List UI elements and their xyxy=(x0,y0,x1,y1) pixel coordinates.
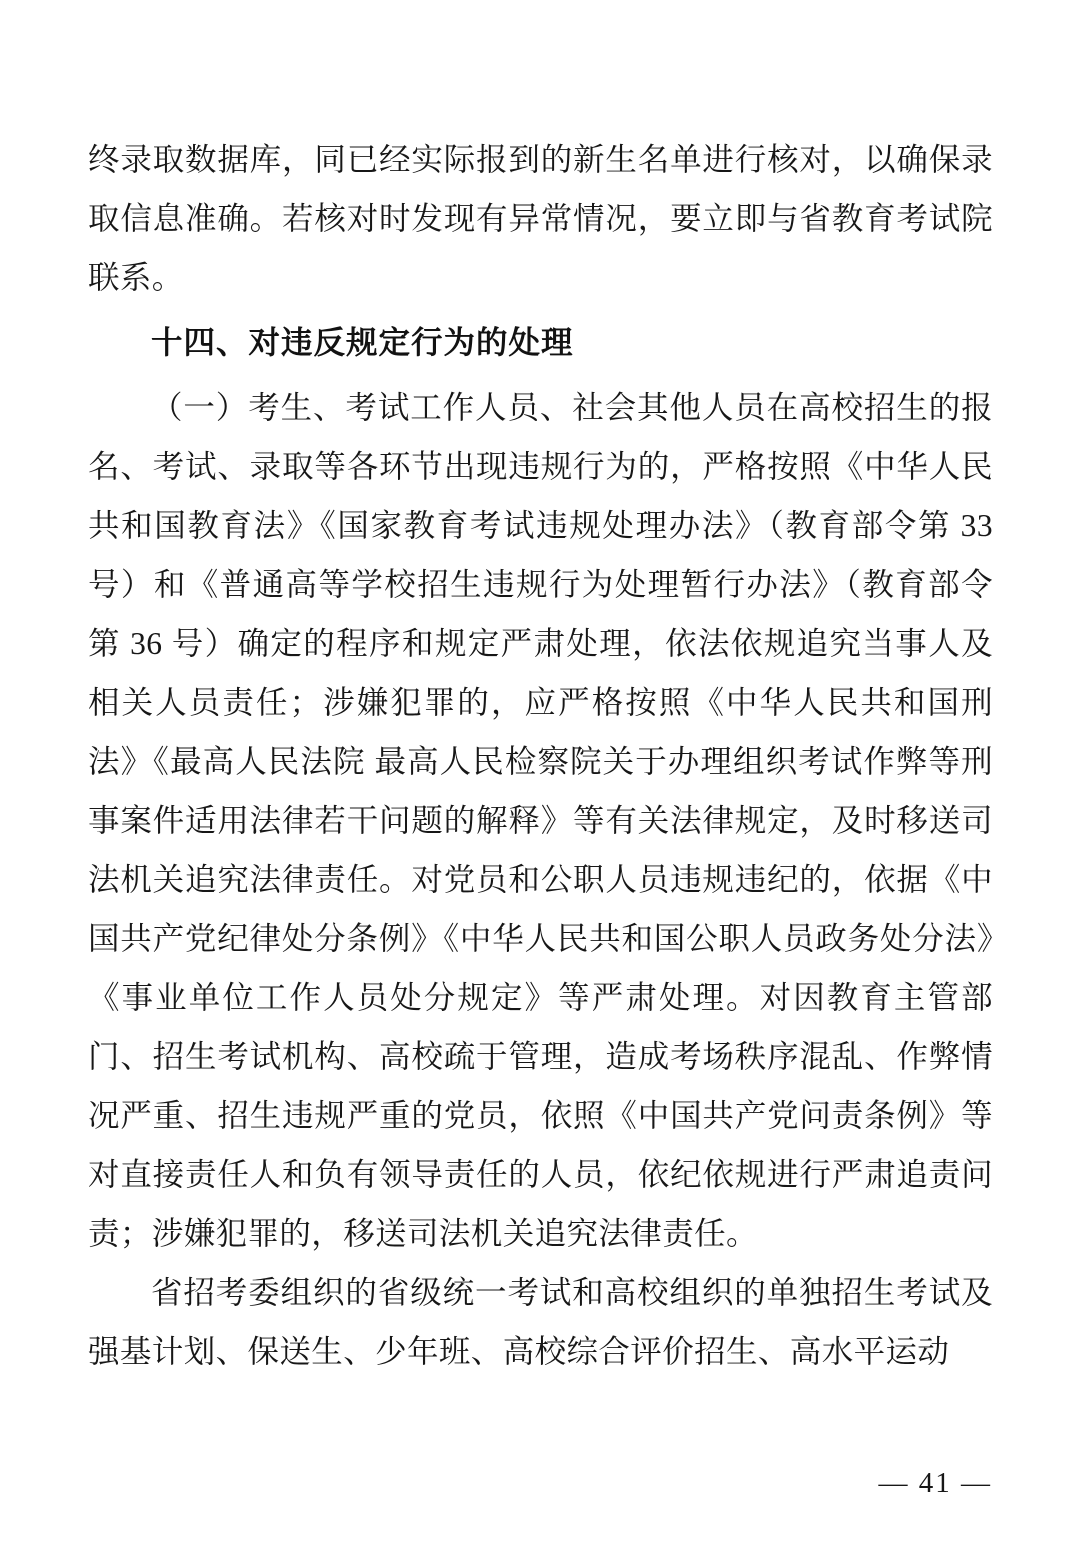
section-heading: 十四、对违反规定行为的处理 xyxy=(151,325,574,360)
paragraph-item-2: 省招考委组织的省级统一考试和高校组织的单独招生考试及强基计划、保送生、少年班、高校综合评价招生、高水平运动 xyxy=(88,1275,993,1369)
page-content xyxy=(88,130,993,1381)
page-number: — 41 — xyxy=(878,1467,992,1499)
paragraph-continued: 终录取数据库，同已经实际报到的新生名单进行核对，以确保录取信息准确。若核对时发现有异常情况，要立即与省教育考试院联系。 xyxy=(88,142,993,295)
paragraph-item-1: （一）考生、考试工作人员、社会其他人员在高校招生的报名、考试、录取等各环节出现违规行为的，严格按照《中华人民共和国教育法》《国家教育考试违规处理办法》（教育部令第 33 号）和《普通高等学校招生违规行为处理暂行办法》（教育部令第 36 号）确定的程序和规定严肃处理，依法依规追究当事人及相关人员责任；涉嫌犯罪的，应严格按照《中华人民共和国刑法》《最高人民法院 最高人民检察院关于办理组织考试作弊等刑事案件适用法律若干问题的解释》等有关法律规定，及时移送司法机关追究法律责任。对党员和公职人员违规违纪的，依据《中国共产党纪律处分条例》《中华人民共和国公职人员政务处分法》《事业单位工作人员处分规定》等严肃处理。对因教育主管部门、招生考试机构、高校疏于管理，造成考场秩序混乱、作弊情况严重、招生违规严重的党员，依照《中国共产党问责条例》等对直接责任人和负有领导责任的人员，依纪依规进行严肃追责问责；涉嫌犯罪的，移送司法机关追究法律责任。 xyxy=(88,390,993,1251)
